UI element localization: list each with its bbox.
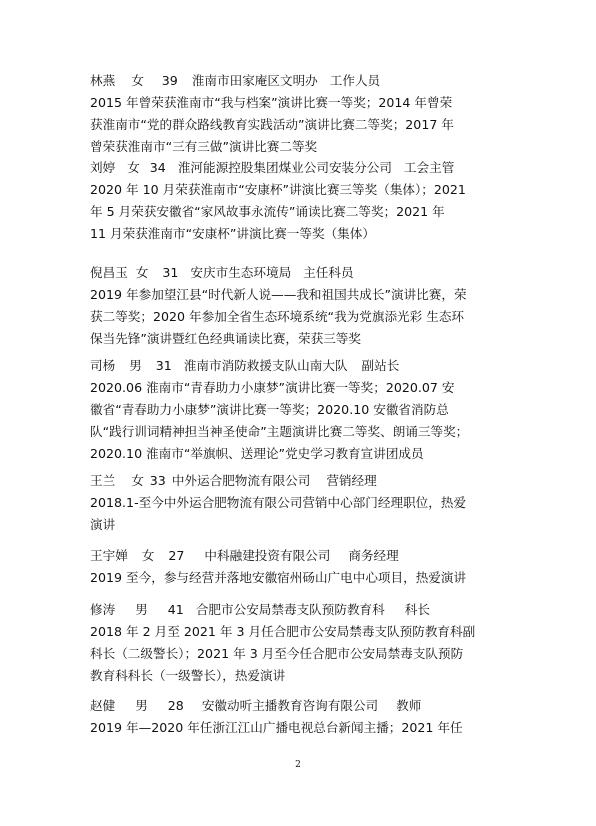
person-position: 科长 [404,602,430,617]
entry-8 [90,695,520,739]
person-age: 33 [149,473,166,488]
entry-header [90,70,520,92]
entry-5 [90,470,520,536]
person-name: 赵健 [90,698,116,713]
entry-4 [90,355,520,465]
entry-header [90,599,520,621]
entry-7 [90,599,520,687]
person-age: 34 [149,160,166,175]
person-age: 27 [168,548,185,563]
entry-text-line: 徽省“青春助力小康梦”演讲比赛一等奖；2020.10 安徽省消防总 [90,402,449,417]
person-name: 林燕 [90,73,116,88]
person-organization: 淮河能源控股集团煤业公司安装分公司 [177,160,392,175]
entry-text-line: 队“践行训词精神担当神圣使命”主题演讲比赛二等奖、朗诵三等奖； [90,424,469,439]
person-organization: 中科融建投资有限公司 [204,548,331,563]
person-name: 王宇婵 [90,548,128,563]
entry-text-line: 2018 年 2 月至 2021 年 3 月任合肥市公安局禁毒支队预防教育科副 [90,624,476,639]
person-organization: 淮南市田家庵区文明办 [191,73,318,88]
person-organization: 安庆市生态环境局 [190,265,292,280]
person-name: 倪昌玉 [90,265,128,280]
entry-header [90,157,520,179]
page-number: 2 [295,760,301,770]
entry-text-line: 教育科科长（一级警长），热爱演讲 [90,668,286,683]
entry-6 [90,545,520,589]
person-age: 41 [167,602,184,617]
person-name: 王兰 [90,473,116,488]
entry-text-line: 2019 至今，参与经营并落地安徽宿州砀山广电中心项目，热爱演讲 [90,570,467,585]
person-name: 修涛 [90,602,116,617]
entry-header [90,355,520,377]
entry-1 [90,70,520,158]
person-position: 工作人员 [329,73,381,88]
person-name: 刘婷 [90,160,116,175]
entry-text-line: 科长（二级警长）；2021 年 3 月至今任合肥市公安局禁毒支队预防 [90,646,464,661]
person-position: 商务经理 [348,548,399,563]
person-organization: 安徽动听主播教育咨询有限公司 [201,698,379,713]
person-name: 司杨 [90,358,116,373]
person-position: 工会主管 [403,160,455,175]
entry-text-line: 获淮南市“党的群众路线教育实践活动”演讲比赛二等奖；2017 年 [90,117,454,132]
person-gender: 男 [129,358,142,373]
entry-text-line: 2020 年 10 月荣获淮南市“安康杯”讲演比赛三等奖（集体）；2021 [90,182,466,197]
person-gender: 女 [141,548,155,563]
person-position: 主任科员 [303,265,354,280]
entry-text-line: 2019 年—2020 年任浙江江山广播电视总台新闻主播；2021 年任 [90,720,463,735]
entry-text-line: 2020.06 淮南市“青春助力小康梦”演讲比赛一等奖；2020.07 安 [90,380,455,395]
entry-2 [90,157,520,245]
entry-text-line: 11 月荣获淮南市“安康杯”讲演比赛一等奖（集体） [90,226,375,241]
person-position: 副站长 [361,358,400,373]
person-organization: 中外运合肥物流有限公司 [171,473,311,488]
person-gender: 女 [131,473,144,488]
entry-text-line: 获二等奖；2020 年参加全省生态环境系统“我为党旗添光彩 生态环 [90,309,465,324]
person-age: 28 [167,698,184,713]
person-gender: 女 [131,73,144,88]
person-gender: 男 [135,602,148,617]
entry-text-line: 演讲 [90,517,116,532]
entry-header [90,470,520,492]
entry-text-line: 2015 年曾荣获淮南市“我与档案”演讲比赛一等奖；2014 年曾荣 [90,95,453,110]
entry-text-line: 2018.1-至今中外运合肥物流有限公司营销中心部门经理职位，热爱 [90,495,467,510]
entry-header [90,262,520,284]
person-gender: 女 [127,160,140,175]
entry-text-line: 保当先锋”演讲暨红色经典诵读比赛，荣获三等奖 [90,331,361,346]
person-gender: 男 [135,698,148,713]
person-age: 31 [155,358,172,373]
person-age: 39 [161,73,178,88]
entry-3 [90,262,520,350]
entry-header [90,545,520,567]
person-position: 营销经理 [326,473,377,488]
person-organization: 合肥市公安局禁毒支队预防教育科 [195,602,385,617]
entry-text-line: 曾荣获淮南市“三有三做”演讲比赛二等奖 [90,139,318,154]
person-position: 教师 [396,698,422,713]
person-organization: 淮南市消防救援支队山南大队 [183,358,348,373]
entry-text-line: 年 5 月荣获安徽省“家风故事永流传”诵读比赛二等奖；2021 年 [90,204,445,219]
person-gender: 女 [135,265,149,280]
entry-text-line: 2019 年参加望江县“时代新人说——我和祖国共成长”演讲比赛，荣 [90,287,467,302]
person-age: 31 [162,265,179,280]
entry-text-line: 2020.10 淮南市“举旗帜、送理论”党史学习教育宣讲团成员 [90,446,424,461]
entry-header [90,695,520,717]
